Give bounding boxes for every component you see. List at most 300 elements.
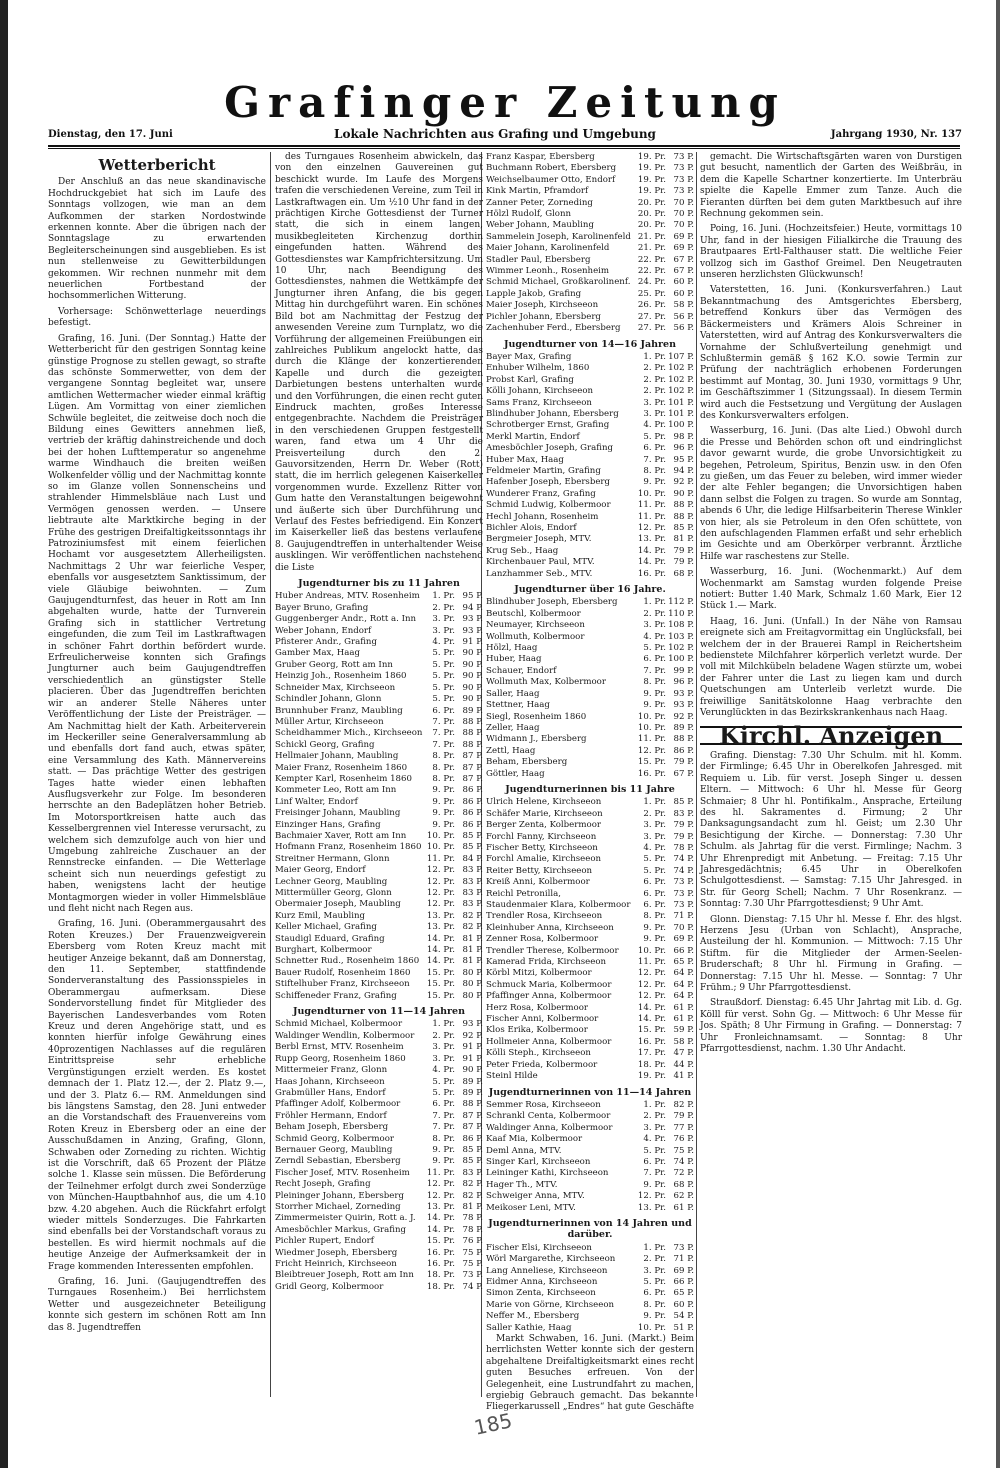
result-place: 9. Pr.	[432, 808, 455, 819]
result-place: 11. Pr.	[637, 734, 666, 745]
result-points: 88 P.	[673, 734, 694, 745]
result-row	[275, 1145, 483, 1156]
result-row	[486, 232, 694, 243]
result-row	[275, 1111, 483, 1122]
result-row	[486, 323, 694, 334]
result-name: Fischer Josef, MTV. Rosenheim	[275, 1167, 410, 1178]
article-paragraph: Poing, 16. Juni. (Hochzeitsfeier.) Heute, vormittags 10 Uhr, fand in der hiesigen Filialkirche die Trauung des Brautpaares Ertl-Falthauser statt. Die weltliche Feier vollzog sich im Gasthof Greimel. Den Neugetrauten unseren herzlichsten Glückwunsch!	[700, 224, 962, 281]
result-points: 60 P.	[673, 1299, 694, 1310]
result-name: Fischer Elsi, Kirchseeon	[486, 1242, 592, 1253]
result-place: 12. Pr.	[426, 1179, 455, 1190]
result-name: Schindler Johann, Glonn	[275, 694, 382, 705]
result-name: Fischer Anni, Kolbermoor	[486, 1014, 599, 1025]
result-name: Kink Martin, Pframdorf	[486, 186, 589, 197]
result-points: 73 P.	[673, 186, 694, 197]
result-name: Hafenber Joseph, Ebersberg	[486, 477, 611, 488]
result-place: 19. Pr.	[637, 163, 666, 174]
result-points: 70 P.	[673, 197, 694, 208]
result-name: Kleinhuber Anna, Kirchseeon	[486, 922, 614, 933]
result-row	[275, 648, 483, 659]
result-points: 88 P.	[673, 511, 694, 522]
result-points: 73 P.	[673, 888, 694, 899]
result-name: Fröhler Hermann, Endorf	[275, 1110, 387, 1121]
result-row	[486, 946, 694, 957]
result-place: 11. Pr.	[426, 1167, 455, 1178]
result-name: Wörl Margarethe, Kirchseeon	[486, 1254, 616, 1265]
result-row	[486, 1311, 694, 1322]
result-row	[275, 1270, 483, 1281]
result-row	[486, 289, 694, 300]
result-row	[275, 1099, 483, 1110]
result-points: 73 P.	[673, 174, 694, 185]
result-points: 88 P.	[462, 739, 483, 750]
result-place: 6. Pr.	[643, 654, 666, 665]
result-row	[486, 1048, 694, 1059]
result-points: 78 P.	[462, 1213, 483, 1224]
result-name: Siegl, Rosenheim 1860	[486, 711, 587, 722]
results-section-heading: Jugendturnerinnen von 11—14 Jahren	[488, 1086, 692, 1098]
result-name: Hofmann Franz, Rosenheim 1860	[275, 842, 422, 853]
result-row	[275, 842, 483, 853]
result-row	[486, 512, 694, 523]
result-place: 13. Pr.	[426, 922, 455, 933]
result-points: 69 P.	[673, 231, 694, 242]
result-row	[275, 1031, 483, 1042]
result-points: 89 P.	[462, 1076, 483, 1087]
result-name: Bauer Rudolf, Rosenheim 1860	[275, 967, 411, 978]
result-place: 12. Pr.	[637, 991, 666, 1002]
result-points: 83 P.	[462, 1167, 483, 1178]
result-place: 12. Pr.	[637, 1191, 666, 1202]
result-name: Schrankl Centa, Kolbermoor	[486, 1111, 611, 1122]
results-list	[486, 797, 694, 1082]
result-points: 64 P.	[673, 968, 694, 979]
result-row	[275, 934, 483, 945]
result-row	[486, 1014, 694, 1025]
result-row	[486, 934, 694, 945]
result-place: 16. Pr.	[637, 1036, 666, 1047]
result-points: 75 P.	[462, 1259, 483, 1269]
result-points: 93 P.	[673, 688, 694, 699]
result-place: 3. Pr.	[643, 1122, 666, 1133]
result-place: 6. Pr.	[432, 705, 455, 716]
result-place: 2. Pr.	[643, 374, 666, 385]
result-row	[275, 1213, 483, 1224]
result-row	[486, 1203, 694, 1214]
result-points: 90 P.	[462, 671, 483, 682]
result-name: Hellmaier Johann, Maubling	[275, 751, 399, 762]
result-points: 73 P.	[673, 1242, 694, 1253]
result-place: 12. Pr.	[426, 888, 455, 898]
result-place: 5. Pr.	[643, 1145, 666, 1156]
result-points: 68 P.	[673, 568, 694, 579]
result-points: 79 P.	[673, 545, 694, 556]
result-row	[275, 694, 483, 705]
result-place: 15. Pr.	[426, 990, 455, 1001]
result-place: 12. Pr.	[426, 876, 455, 887]
result-points: 79 P.	[673, 557, 694, 568]
result-name: Bichler Alois, Endorf	[486, 523, 577, 533]
result-points: 107 P.	[668, 351, 694, 362]
result-name: Beham Joseph, Ebersberg	[275, 1122, 389, 1133]
result-place: 11. Pr.	[426, 853, 455, 864]
result-name: Beham, Ebersberg	[486, 757, 568, 768]
result-name: Rupp Georg, Rosenheim 1860	[275, 1053, 406, 1064]
result-points: 102 P.	[668, 386, 694, 397]
result-name: Maier Johann, Karolinenfeld	[486, 243, 610, 254]
result-row	[486, 255, 694, 266]
result-row	[486, 409, 694, 420]
result-name: Schmid Georg, Kolbermoor	[275, 1133, 394, 1144]
result-row	[486, 666, 694, 677]
result-points: 83 P.	[673, 808, 694, 819]
article-paragraph: Wasserburg, 16. Juni. (Das alte Lied.) Obwohl durch die Presse und Behörden schon oft und eindringlichst davor gewarnt wurde, die grobe Unvorsichtigkeit zu begehen, Petroleum, Spiritus, Benzin usw. in den Ofen zu gießen, um das Feuer zu beleben, wird immer wieder der alte Fehler begangen; die Unvorsichtigen haben dann selbst die Folgen zu tragen. So wurde am Sonntag, abends 6 Uhr, die ledige Hilfsarbeiterin Therese Winkler von hier, als sie Petroleum in den Ofen schüttete, von den aufschlagenden Flammen erfaßt und sehr erheblich im Gesichte und am Oberkörper verbrannt. Ärztliche Hilfe war raschestens zur Stelle.	[700, 426, 962, 562]
result-points: 94 P.	[673, 465, 694, 476]
result-place: 6. Pr.	[432, 1099, 455, 1110]
result-points: 56 P.	[673, 311, 694, 322]
result-row	[275, 1202, 483, 1213]
result-points: 86 P.	[462, 796, 483, 807]
result-place: 9. Pr.	[432, 1156, 455, 1167]
result-points: 69 P.	[673, 934, 694, 945]
result-row	[275, 683, 483, 694]
result-name: Leininger Kathi, Kirchseeon	[486, 1168, 609, 1179]
result-points: 65 P.	[673, 1288, 694, 1299]
result-points: 78 P.	[673, 842, 694, 853]
result-place: 15. Pr.	[637, 1025, 666, 1036]
result-points: 44 P.	[673, 1059, 694, 1070]
result-row	[486, 198, 694, 209]
results-list	[486, 152, 694, 335]
result-row	[275, 1088, 483, 1099]
result-name: Eidmer Anna, Kirchseeon	[486, 1277, 598, 1287]
result-name: Keller Michael, Grafing	[275, 922, 377, 933]
result-place: 24. Pr.	[637, 277, 666, 288]
result-name: Peter Frieda, Kolbermoor	[486, 1059, 598, 1070]
result-points: 41 P.	[673, 1071, 694, 1082]
result-name: Obermaier Joseph, Maubling	[275, 899, 401, 910]
result-points: 66 P.	[673, 945, 694, 956]
result-row	[275, 831, 483, 842]
result-place: 1. Pr.	[643, 351, 666, 362]
result-row	[275, 1225, 483, 1236]
results-section-heading: Jugendturnerinnen von 14 Jahren und darüber.	[488, 1217, 692, 1241]
results-section-heading: Jugendturner von 11—14 Jahren	[292, 1006, 466, 1018]
result-points: 88 P.	[462, 728, 483, 739]
result-points: 87 P.	[462, 751, 483, 762]
result-row	[275, 774, 483, 785]
result-points: 83 P.	[462, 876, 483, 887]
result-points: 89 P.	[462, 705, 483, 716]
result-row	[486, 968, 694, 979]
result-points: 89 P.	[462, 1087, 483, 1098]
result-place: 2. Pr.	[432, 602, 455, 613]
result-place: 10. Pr.	[637, 488, 666, 499]
result-name: Mittermeier Franz, Glonn	[275, 1065, 388, 1076]
result-place: 12. Pr.	[637, 968, 666, 979]
result-points: 74 P.	[673, 854, 694, 865]
result-place: 9. Pr.	[643, 934, 666, 945]
column-divider	[270, 152, 271, 1397]
result-place: 16. Pr.	[426, 1259, 455, 1269]
result-name: Amesböchler Joseph, Grafing	[486, 443, 614, 454]
result-place: 6. Pr.	[643, 1156, 666, 1167]
result-name: Pichler Rupert, Endorf	[275, 1236, 374, 1247]
result-row	[486, 1037, 694, 1048]
result-row	[486, 632, 694, 643]
result-name: Wollmuth, Kolbermoor	[486, 631, 585, 642]
result-points: 54 P.	[673, 1311, 694, 1322]
result-name: Schweiger Anna, MTV.	[486, 1191, 585, 1202]
result-name: Amesböchler Markus, Grafing	[275, 1224, 407, 1235]
result-place: 8. Pr.	[643, 677, 666, 688]
result-place: 13. Pr.	[426, 910, 455, 921]
issue-date: Dienstag, den 17. Juni	[48, 129, 173, 140]
result-points: 91 P.	[462, 637, 483, 648]
result-name: Pichler Johann, Ebersberg	[486, 311, 601, 322]
result-place: 2. Pr.	[643, 1254, 666, 1265]
result-points: 94 P.	[462, 602, 483, 613]
result-name: Simon Zenta, Kirchseeon	[486, 1288, 596, 1299]
result-name: Schiffeneder Franz, Grafing	[275, 990, 397, 1001]
result-row	[486, 523, 694, 534]
result-place: 26. Pr.	[637, 300, 666, 311]
result-place: 2. Pr.	[643, 386, 666, 397]
result-row	[275, 1282, 483, 1293]
result-name: Guggenberger Andr., Rott a. Inn	[275, 614, 417, 625]
result-name: Fricht Heinrich, Kirchseeon	[275, 1259, 397, 1269]
results-section-heading: Jugendturner bis zu 11 Jahren	[298, 578, 460, 590]
article-paragraph: Grafing. Dienstag: 7.30 Uhr Schulm. mit hl. Komm. der Firmlinge; 6.45 Uhr in Oberelkofen Jahresged. mit Requiem u. Lib. für verst. Joseph Singer u. dessen Eltern. — Mittwoch: 6 Uhr hl. Messe für Georg Schmaier; 8 Uhr hl. Pontifikalm., Ansprache, Erteilung des hl. Sakramentes d. Firmung; 2 Uhr Danksagungsandacht zum hl. Geist; um 2.30 Uhr Besichtigung der Kirche. — Donnerstag: 7.30 Uhr Schulm. als Jahrtag für die verst. Firmlinge; Nachm. 3 Uhr Ehrenpredigt mit Anbetung. — Freitag: 7.15 Uhr Jahresgedächtnis; 6.45 Uhr in Oberelkofen Schulgottesdienst. — Samstag: 7.15 Uhr Jahresged. in Str. für Georg Schell; Nachm. 7 Uhr Rosenkranz. — Sonntag: 7.30 Uhr Pfarrgottesdienst; 9 Uhr Amt.	[700, 750, 962, 910]
result-place: 14. Pr.	[426, 1213, 455, 1224]
result-row	[486, 911, 694, 922]
result-name: Meikoser Leni, MTV.	[486, 1202, 576, 1213]
result-place: 7. Pr.	[643, 1168, 666, 1179]
result-points: 95 P.	[673, 454, 694, 465]
result-name: Schneider Max, Kirchseeon	[275, 682, 396, 693]
result-row	[486, 643, 694, 654]
result-points: 79 P.	[673, 831, 694, 842]
result-points: 96 P.	[673, 677, 694, 688]
result-place: 19. Pr.	[637, 1071, 666, 1082]
result-row	[486, 1146, 694, 1157]
article-paragraph: Straußdorf. Dienstag: 6.45 Uhr Jahrtag mit Lib. d. Gg. Kölll für verst. Sohn Gg. — Mittwoch: 6 Uhr Messe für Jos. Späth; 8 Uhr Firmung in Grafing. — Donnerstag: 7 Uhr Fronleichnamsamt. — Sonntag: 8 Uhr Pfarrgottesdienst, nachm. 1.30 Uhr Andacht.	[700, 998, 962, 1055]
result-points: 58 P.	[673, 1036, 694, 1047]
result-row	[275, 1191, 483, 1202]
result-name: Schrotberger Ernst, Grafing	[486, 420, 610, 431]
result-name: Brunnhuber Franz, Maubling	[275, 705, 403, 716]
result-name: Sammelein Joseph, Karolinenfeld	[486, 231, 631, 242]
result-points: 59 P.	[673, 1025, 694, 1036]
result-points: 80 P.	[462, 990, 483, 1001]
result-points: 58 P.	[673, 300, 694, 311]
result-row	[275, 922, 483, 933]
result-place: 7. Pr.	[432, 1110, 455, 1121]
result-points: 95 P.	[462, 591, 483, 602]
result-points: 83 P.	[462, 899, 483, 910]
result-place: 5. Pr.	[432, 671, 455, 682]
result-place: 3. Pr.	[432, 1053, 455, 1064]
result-points: 101 P.	[668, 408, 694, 419]
result-place: 5. Pr.	[643, 1277, 666, 1287]
result-row	[486, 1266, 694, 1277]
result-name: Hollmeier Anna, Kolbermoor	[486, 1036, 612, 1047]
issue-number: Jahrgang 1930, Nr. 137	[830, 129, 962, 140]
result-row	[275, 706, 483, 717]
result-row	[486, 220, 694, 231]
result-place: 6. Pr.	[643, 1288, 666, 1299]
result-name: Wiedmer Joseph, Ebersberg	[275, 1247, 398, 1258]
result-points: 100 P.	[668, 420, 694, 431]
result-points: 83 P.	[462, 888, 483, 898]
result-name: Lapple Jakob, Grafing	[486, 288, 582, 299]
result-place: 3. Pr.	[432, 1042, 455, 1053]
result-points: 73 P.	[673, 152, 694, 162]
result-points: 99 P.	[673, 665, 694, 676]
result-place: 5. Pr.	[432, 694, 455, 705]
results-list	[275, 591, 483, 1002]
result-row	[275, 1156, 483, 1167]
result-row	[486, 1157, 694, 1168]
article-paragraph: Haag, 16. Juni. (Unfall.) In der Nähe von Ramsau ereignete sich am Freitagvormittag ein Unglücksfall, bei welchem der in der Brauerei Rampl in Reichertsheim bedienstete Milchfahrer körperlich verletzt wurde. Der voll mit Milchkübeln beladene Wagen stürzte um, wobei der Fahrer unter die Last zu liegen kam und durch Quetschungen am Unterleib verletzt wurde. Die freiwillige Sanitätskolonne Haag verbrachte den Verunglückten in das Bezirkskrankenhaus nach Haag.	[700, 616, 962, 719]
result-row	[486, 757, 694, 768]
result-points: 88 P.	[462, 716, 483, 727]
result-name: Einzinger Hans, Grafing	[275, 819, 381, 830]
scan-left-edge	[0, 0, 8, 1468]
results-list	[275, 1019, 483, 1293]
result-row	[275, 591, 483, 602]
result-place: 9. Pr.	[432, 785, 455, 796]
result-place: 1. Pr.	[643, 1242, 666, 1253]
result-points: 61 P.	[673, 1202, 694, 1213]
result-name: Huber, Haag	[486, 654, 542, 665]
result-place: 5. Pr.	[432, 1087, 455, 1098]
result-name: Sams Franz, Kirchseeon	[486, 397, 592, 408]
result-name: Reichl Petronilla,	[486, 888, 561, 899]
result-points: 72 P.	[673, 1168, 694, 1179]
result-row	[486, 734, 694, 745]
result-name: Widmann J., Ebersberg	[486, 734, 587, 745]
result-name: Wunderer Franz, Grafing	[486, 488, 596, 499]
result-place: 27. Pr.	[637, 311, 666, 322]
result-place: 18. Pr.	[426, 1281, 455, 1292]
result-name: Klos Erika, Kolbermoor	[486, 1025, 588, 1036]
result-name: Franz Kaspar, Ebersberg	[486, 152, 595, 162]
result-row	[486, 175, 694, 186]
result-row	[486, 712, 694, 723]
result-place: 10. Pr.	[637, 1322, 666, 1333]
result-name: Neffer M., Ebersberg	[486, 1311, 580, 1322]
result-name: Trendler Therese, Kolbermoor	[486, 945, 619, 956]
result-points: 90 P.	[462, 659, 483, 670]
result-place: 13. Pr.	[637, 534, 666, 545]
result-row	[275, 626, 483, 637]
result-points: 73 P.	[673, 900, 694, 910]
result-place: 10. Pr.	[637, 711, 666, 722]
result-name: Mittermüller Georg, Glonn	[275, 888, 392, 898]
church-notices-heading: Kirchl. Anzeigen	[700, 726, 962, 745]
result-place: 11. Pr.	[637, 500, 666, 511]
results-section-heading: Jugendturnerinnen bis 11 Jahre	[505, 783, 675, 795]
result-name: Kirchenbauer Paul, MTV.	[486, 557, 595, 568]
result-row	[486, 832, 694, 843]
result-name: Pfaffinger Adolf, Kolbermoor	[275, 1099, 401, 1110]
results-list	[486, 1243, 694, 1334]
result-points: 87 P.	[462, 762, 483, 773]
result-place: 3. Pr.	[643, 1265, 666, 1276]
result-place: 1. Pr.	[432, 1019, 455, 1030]
result-place: 27. Pr.	[637, 323, 666, 334]
header-rule	[48, 145, 960, 147]
result-name: Gridl Georg, Kolbermoor	[275, 1281, 384, 1292]
result-row	[486, 900, 694, 911]
result-place: 2. Pr.	[643, 608, 666, 619]
result-points: 82 P.	[462, 1190, 483, 1201]
result-row	[275, 671, 483, 682]
result-row	[275, 877, 483, 888]
result-name: Stiftelhuber Franz, Kirchseeon	[275, 979, 410, 990]
result-row	[486, 1060, 694, 1071]
result-points: 62 P.	[673, 1191, 694, 1202]
result-place: 12. Pr.	[426, 899, 455, 910]
result-place: 5. Pr.	[432, 659, 455, 670]
result-row	[486, 1071, 694, 1082]
article-paragraph: Vaterstetten, 16. Juni. (Konkursverfahren.) Laut Bekanntmachung des Amtsgerichtes Ebersberg, betreffend Konkurs über das Vermögen des Bäckermeisters und Krämers Alois Schreiner in Vaterstetten, wird auf Antrag des Konkursverwalters die Vornahme der Schlußverteilung genehmigt und Schlußtermin gemäß § 162 K.O. sowie Termin zur Prüfung der nachträglich erhobenen Forderungen bestimmt auf Montag, 30. Juni 1930, vormittags 9 Uhr, im Geschäftszimmer 1 (Sitzungssaal). In diesem Termin wird auch die Festsetzung und Vergütung der Auslagen des Konkursverwalters erfolgen.	[700, 285, 962, 421]
result-points: 82 P.	[462, 910, 483, 921]
result-row	[486, 1111, 694, 1122]
result-name: Kommeter Leo, Rott am Inn	[275, 785, 397, 796]
result-name: Singer Karl, Kirchseeon	[486, 1156, 591, 1167]
result-place: 16. Pr.	[637, 568, 666, 579]
result-row	[486, 152, 694, 163]
result-points: 64 P.	[673, 991, 694, 1002]
result-place: 9. Pr.	[432, 1144, 455, 1155]
result-place: 20. Pr.	[637, 220, 666, 231]
result-row	[486, 163, 694, 174]
results-section-heading: Jugendturner über 16 Jahre.	[514, 584, 666, 596]
result-row	[275, 888, 483, 899]
result-place: 1. Pr.	[643, 597, 666, 608]
result-place: 9. Pr.	[643, 700, 666, 711]
result-row	[486, 597, 694, 608]
result-name: Weber Johann, Endorf	[275, 625, 372, 636]
handwritten-page-number: 185	[471, 1408, 515, 1440]
result-name: Weichselbaumer Otto, Endorf	[486, 174, 616, 185]
result-points: 75 P.	[673, 1145, 694, 1156]
result-points: 103 P.	[668, 631, 694, 642]
result-points: 91 P.	[462, 1042, 483, 1053]
result-points: 74 P.	[462, 1281, 483, 1292]
result-name: Herz Rosa, Kolbermoor	[486, 1002, 589, 1013]
result-points: 85 P.	[462, 842, 483, 853]
result-place: 15. Pr.	[426, 979, 455, 990]
result-place: 15. Pr.	[637, 757, 666, 768]
result-place: 13. Pr.	[426, 1201, 455, 1212]
column-3	[486, 152, 694, 1413]
result-row	[275, 991, 483, 1002]
result-name: Forchl Amalie, Kirchseeon	[486, 854, 602, 865]
result-row	[486, 1100, 694, 1111]
result-name: Kamerad Frida, Kirchseeon	[486, 957, 607, 968]
result-name: Schauer, Endorf	[486, 665, 557, 676]
result-place: 1. Pr.	[643, 1099, 666, 1110]
result-name: Maier Franz, Rosenheim 1860	[275, 762, 408, 773]
weather-headline: Wetterbericht	[98, 156, 216, 174]
result-points: 80 P.	[462, 979, 483, 990]
result-place: 8. Pr.	[432, 1133, 455, 1144]
result-points: 76 P.	[462, 1236, 483, 1247]
result-row	[486, 1288, 694, 1299]
